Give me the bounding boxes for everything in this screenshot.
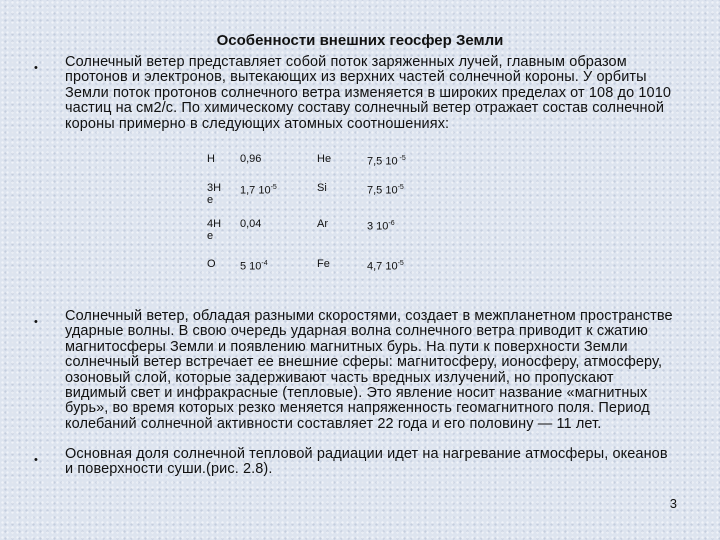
- value-cell: 7,5 10: [367, 184, 398, 197]
- value-cell: 1,7 10: [240, 184, 271, 197]
- paragraph-shock-waves: Солнечный ветер, обладая разными скоростями, создает в межпланетном пространстве ударные волны. В свою очередь ударная волна солнечного ветра приводит к сжатию магнитосферы Земли и появлению магнитных бурь. На пути к поверхности Земли солнечный ветер встречает ее внешние сферы: магнитосферу, ионосферу, атмосферу, озоновый слой, которые задерживают часть вредных излучений, но пропускают видимый свет и инфракрасные (тепловые). Это явление носит название «магнитных бурь», во время которых резко меняется напряженность геомагнитного поля. Период колебаний солнечной активности составляет 22 года и его половину — 11 лет.: [65, 308, 673, 432]
- value-exponent: -5: [397, 155, 406, 162]
- page-number: 3: [669, 496, 677, 511]
- bullet-marker-1: •: [34, 62, 38, 74]
- value-exponent: -5: [397, 184, 404, 191]
- element-cell: Ar: [317, 218, 328, 230]
- atomic-abundance-table: [199, 146, 447, 284]
- table-row: [199, 214, 447, 254]
- table-row: [199, 146, 447, 178]
- value-cell: 0,04: [240, 218, 262, 230]
- element-cell: Si: [317, 182, 327, 194]
- element-cell-wrap: е: [207, 230, 214, 242]
- element-cell: 3H: [207, 182, 222, 194]
- table-row: [199, 254, 447, 284]
- bullet-marker-2: •: [34, 316, 38, 328]
- value-cell: 4,7 10: [367, 260, 398, 273]
- table-row: [199, 178, 447, 214]
- value-exponent: -5: [397, 260, 404, 267]
- value-exponent: -4: [261, 260, 268, 267]
- paragraph-solar-radiation: Основная доля солнечной тепловой радиации идет на нагревание атмосферы, океанов и поверхности суши.(рис. 2.8).: [65, 446, 668, 478]
- slide-title: Особенности внешних геосфер Земли: [216, 32, 504, 49]
- value-exponent: -5: [270, 184, 277, 191]
- value-cell: 3 10: [367, 220, 389, 233]
- value-exponent: -6: [388, 220, 395, 227]
- element-cell: 4H: [207, 218, 222, 230]
- bullet-marker-3: •: [34, 454, 38, 466]
- value-cell: 5 10: [240, 260, 262, 273]
- element-cell-wrap: е: [207, 194, 214, 206]
- value-cell: 0,96: [240, 153, 262, 165]
- paragraph-solar-wind-composition: Солнечный ветер представляет собой поток заряженных лучей, главным образом протонов и электронов, вытекающих из верхних частей солнечной короны. У орбиты Земли поток протонов солнечного ветра изменяется в широких пределах от 108 до 1010 частиц на см2/с. По химическому составу солнечный ветер отражает состав солнечной короны примерно в следующих атомных соотношениях:: [65, 54, 672, 132]
- value-cell: 7,5 10: [367, 155, 398, 168]
- element-cell: He: [317, 153, 332, 165]
- element-cell: H: [207, 153, 215, 165]
- element-cell: Fe: [317, 258, 330, 270]
- element-cell: O: [207, 258, 216, 270]
